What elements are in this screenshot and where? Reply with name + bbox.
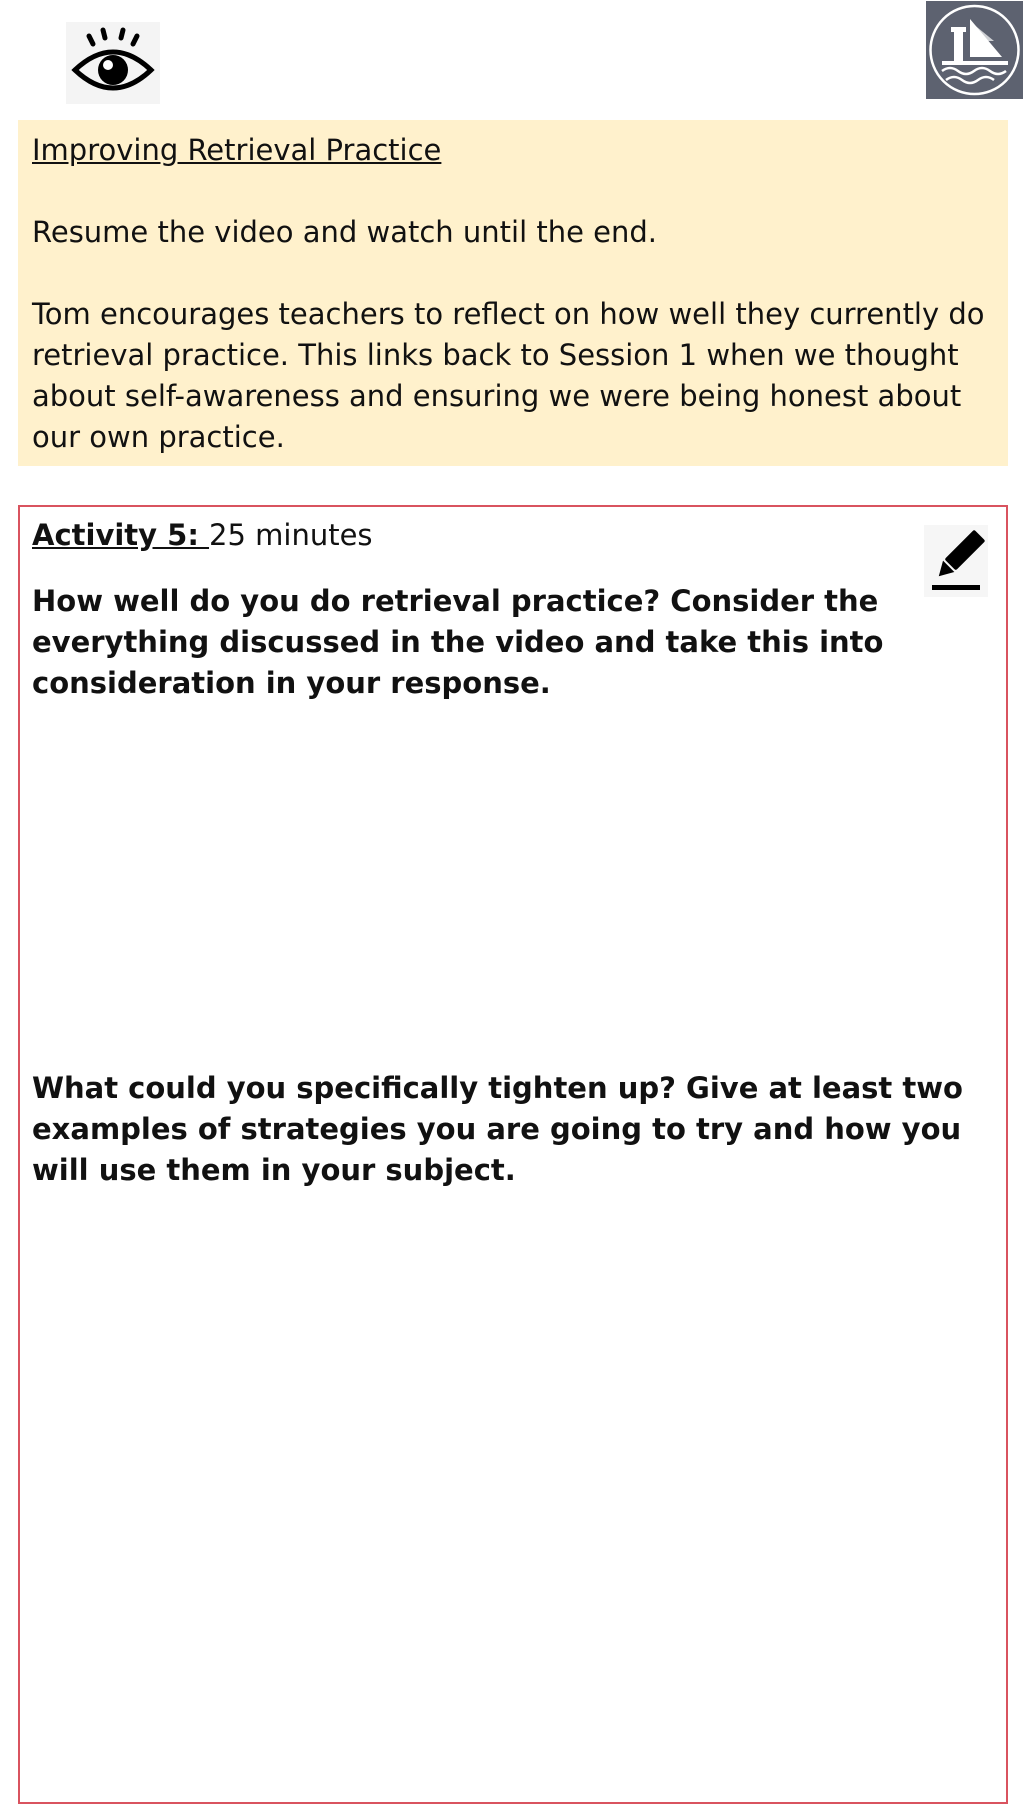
activity-panel [18, 505, 1008, 1804]
answer-space-1[interactable] [32, 704, 994, 1068]
activity-duration: 25 minutes [209, 518, 373, 552]
activity-label: Activity 5: [32, 518, 210, 552]
question-1: How well do you do retrieval practice? Consider the everything discussed in the video and take this into consideration in your response. [32, 584, 884, 700]
eye-icon [66, 22, 160, 104]
intro-instruction: Resume the video and watch until the end. [32, 215, 658, 249]
intro-panel [18, 120, 1008, 466]
activity-header [32, 515, 994, 555]
intro-title: Improving Retrieval Practice [32, 133, 442, 167]
answer-space-2[interactable] [32, 1191, 994, 1791]
question-2: What could you specifically tighten up? Give at least two examples of strategies you are going to try and how you will use them in your subject. [32, 1071, 963, 1187]
school-crest-logo [926, 1, 1023, 99]
pencil-icon [924, 525, 988, 597]
intro-body: Tom encourages teachers to reflect on how well they currently do retrieval practice. This links back to Session 1 when we thought about self-awareness and ensuring we were being honest about our own practice. [32, 297, 985, 454]
